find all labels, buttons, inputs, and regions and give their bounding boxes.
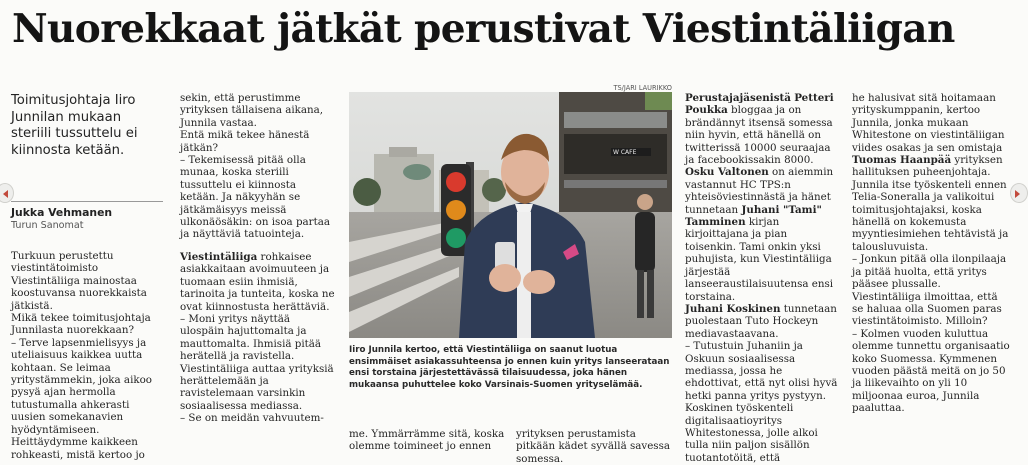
- person-name: Osku Valtonen: [685, 166, 769, 179]
- paragraph: Junnila itse työskenteli ennen Telia-Soneralla ja valikoitui toimitusjohtajaksi, koska hänellä on kokemusta myyntiesimiehen tehtävistä ja talousluvuista.: [852, 178, 1009, 253]
- paragraph-text: he halusivat sitä hoitamaan yrityskumppanin, kertoo Junnila, jonka mukaan Whitestone on viestintäliigan viides osakas ja sen omistaja: [852, 92, 1005, 154]
- byline-author: Jukka Vehmanen: [11, 206, 113, 219]
- cafe-sign: W CAFE: [613, 149, 637, 156]
- paragraph-text: on aiemmin vastannut HC TPS:n yhteisöviestinnästä ja hänet tunnetaan: [685, 166, 834, 216]
- lead-text: Toimitusjohtaja Iiro Junnilan mukaan steriili tussuttelu ei kiinnosta ketään.: [11, 93, 138, 158]
- photo-credit: TS/JARI LAURIKKO: [613, 84, 672, 92]
- person-name: Juhani "Tami" Tamminen: [685, 203, 822, 229]
- person-name: Perustajajäsenistä: [685, 92, 791, 104]
- paragraph: [685, 92, 840, 166]
- divider: [11, 201, 163, 202]
- article-column-5: [852, 92, 1010, 415]
- photo-caption: Iiro Junnila kertoo, että Viestintäliiga on saanut luotua ensimmäiset asiakassuhteensa jo ennen kuin yritys lanseerataan ensi torstaina järjestettävässä tilaisuudessa, joka hänen mukaansa puhuttelee koko Varsinais-Suomen yrityselämää.: [349, 345, 670, 390]
- paragraph-text: yrityksen hallituksen puheenjohtaja.: [852, 154, 1003, 179]
- article-column-3b: [516, 428, 672, 465]
- previous-page-button[interactable]: [0, 183, 14, 203]
- paragraph: Viestintäliiga ilmoittaa, että se haluaa olla Suomen paras viestintätoimisto. Milloin?: [852, 290, 1002, 328]
- paragraph: Turkuun perustettu viestintätoimisto Viestintäliiga mainostaa koostuvansa nuorekkaista jätkistä.: [11, 250, 147, 312]
- paragraph: – Moni yritys näyttää ulospäin hajuttomalta ja mauttomalta. Ihmisiä pitää herätellä ja ravistella.: [180, 312, 322, 363]
- paragraph-text: rohkaisee asiakkaitaan avoimuuteen ja tuomaan esiin ihmisiä, tarinoita ja tunteita, koska ne ovat kiinnostusta herättäviä.: [180, 250, 335, 313]
- paragraph: yrityksen perustamista pitkään kädet syvällä savessa somessa.: [516, 428, 671, 465]
- article-column-2: [180, 92, 336, 425]
- paragraph: – Jonkun pitää olla ilonpilaaja ja pitää huolta, että yritys pääsee plussalle.: [852, 253, 1007, 291]
- paragraph: Mikä tekee toimitusjohtaja Junnilasta nuorekkaan?: [11, 312, 151, 337]
- article-column-3a: [349, 428, 505, 453]
- paragraph-text: tunnetaan puolestaan Tuto Hockeyn mediavastaavana.: [685, 302, 837, 340]
- paragraph-text: bloggaa ja on brändännyt itsensä somessa niin hyvin, että hänellä on twitterissä 10000 seuraajaa ja facebookissakin 8000.: [685, 104, 833, 167]
- paragraph: Entä mikä tekee hänestä jätkän?: [180, 129, 310, 154]
- paragraph: Viestintäliiga auttaa yrityksiä herättelemään ja ravistelemaan varsinkin sosiaalisessa mediassa.: [180, 362, 334, 412]
- paragraph: – Tutustuin Juhaniin ja Oskuun sosiaalisessa mediassa, jossa he ehdottivat, että nyt olisi hyvä hetki panna yritys pystyyn. Koskinen työskenteli digitalisaatioyritys Whitestonessa, jolle alkoi tulla niin paljon sisällön tuotantotöitä, että: [685, 340, 838, 464]
- paragraph-text: kirjan kirjoittajana ja pian toisenkin. Tami onkin yksi puhujista, kun Viestintäliiga järjestää lanseeraustilaisuutensa ensi torstaina.: [685, 216, 834, 303]
- byline-publication: Turun Sanomat: [11, 220, 84, 231]
- paragraph: – Kolmen vuoden kuluttua olemme tunnettu organisaatio koko Suomessa. Kymmenen vuoden päästä meitä on jo 50 ja liikevaihto on yli 10 miljoonaa euroa, Junnila paaluttaa.: [852, 327, 1010, 415]
- chevron-left-icon: [3, 190, 8, 198]
- person-name: Tuomas Haanpää: [852, 154, 952, 167]
- paragraph: sekin, että perustimme yrityksen tällaisena aikana, Junnila vastaa.: [180, 92, 324, 129]
- article-column-4: [685, 92, 840, 464]
- article-photo: [349, 92, 672, 338]
- paragraph: [852, 92, 1010, 179]
- paragraph: [180, 251, 336, 313]
- paragraph: [685, 303, 840, 340]
- paragraph: – Se on meidän vahvuutem-: [180, 412, 324, 425]
- next-page-button[interactable]: [1010, 183, 1028, 203]
- company-name: Viestintäliiga: [180, 250, 258, 263]
- photo-illustration: [349, 92, 672, 338]
- person-name: Petteri Poukka: [685, 92, 834, 117]
- paragraph: [685, 166, 840, 302]
- paragraph: – Tekemisessä pitää olla munaa, koska steriili tussuttelu ei kiinnosta ketään. Ja näkyyhän se jätkämäisyys meissä ulkonäösäkin: on isoa partaa ja näyttäviä tatuointeja.: [180, 154, 331, 241]
- person-name: Juhani Koskinen: [685, 302, 781, 315]
- paragraph: – Terve lapsenmielisyys ja uteliaisuus kaikkea uutta kohtaan. Se leimaa yritystämmekin, joka aikoo pysyä ajan hermolla tutustumalla ahkerasti uusien somekanavien hyödyntämiseen. Heittäydymme kaikkeen rohkeasti, mistä kertoo jo: [11, 336, 152, 461]
- chevron-right-icon: [1015, 190, 1020, 198]
- headline: Nuorekkaat jätkät perustivat Viestintäliigan: [12, 6, 955, 52]
- paragraph: me. Ymmärrämme sitä, koska olemme toimineet jo ennen: [349, 428, 505, 453]
- article-column-1: [11, 250, 163, 461]
